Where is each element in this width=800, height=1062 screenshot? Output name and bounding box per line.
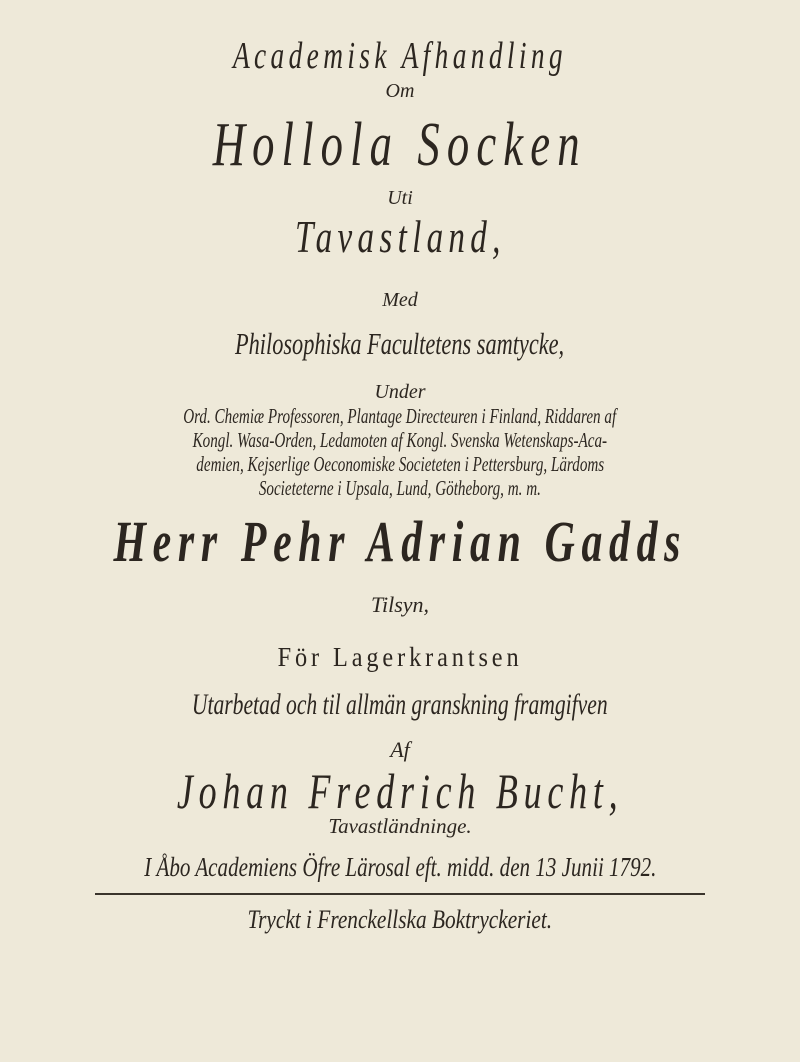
divider-rule bbox=[95, 893, 705, 895]
under-line: Under bbox=[374, 381, 426, 403]
af-line: Af bbox=[390, 737, 410, 762]
tilsyn-line: Tilsyn, bbox=[370, 592, 430, 617]
titles-line-1: Ord. Chemiæ Professoren, Plantage Directeuren i Finland, Riddaren af bbox=[183, 404, 617, 428]
printer-line: Tryckt i Frenckellska Boktryckeriet. bbox=[247, 905, 553, 934]
place-date-line: I Åbo Academiens Öfre Lärosal eft. midd. den 13 Junii 1792. bbox=[143, 852, 657, 882]
titles-line-4: Societeterne i Upsala, Lund, Götheborg, m. m. bbox=[258, 476, 542, 500]
author-name: Johan Fredrich Bucht, bbox=[176, 763, 624, 819]
titles-line-3: demien, Kejserlige Oeconomiske Societeten i Pettersburg, Lärdoms bbox=[196, 452, 604, 476]
for-line: För Lagerkrantsen bbox=[277, 642, 523, 672]
heading: Academisk Afhandling bbox=[232, 35, 568, 77]
utarbetad-line: Utarbetad och til allmän granskning framgifven bbox=[192, 688, 608, 721]
praeses-name: Herr Pehr Adrian Gadds bbox=[113, 509, 687, 574]
origin-line: Tavastländninge. bbox=[328, 814, 472, 838]
med-line: Med bbox=[382, 289, 418, 311]
region-title: Tavastland, bbox=[294, 211, 506, 262]
uti-line: Uti bbox=[387, 187, 413, 209]
om-line: Om bbox=[385, 80, 415, 102]
faculty-line: Philosophiska Facultetens samtycke, bbox=[235, 326, 565, 361]
subject-title: Hollola Socken bbox=[213, 111, 587, 179]
titles-line-2: Kongl. Wasa-Orden, Ledamoten af Kongl. Svenska Wetenskaps-Aca- bbox=[192, 428, 608, 452]
